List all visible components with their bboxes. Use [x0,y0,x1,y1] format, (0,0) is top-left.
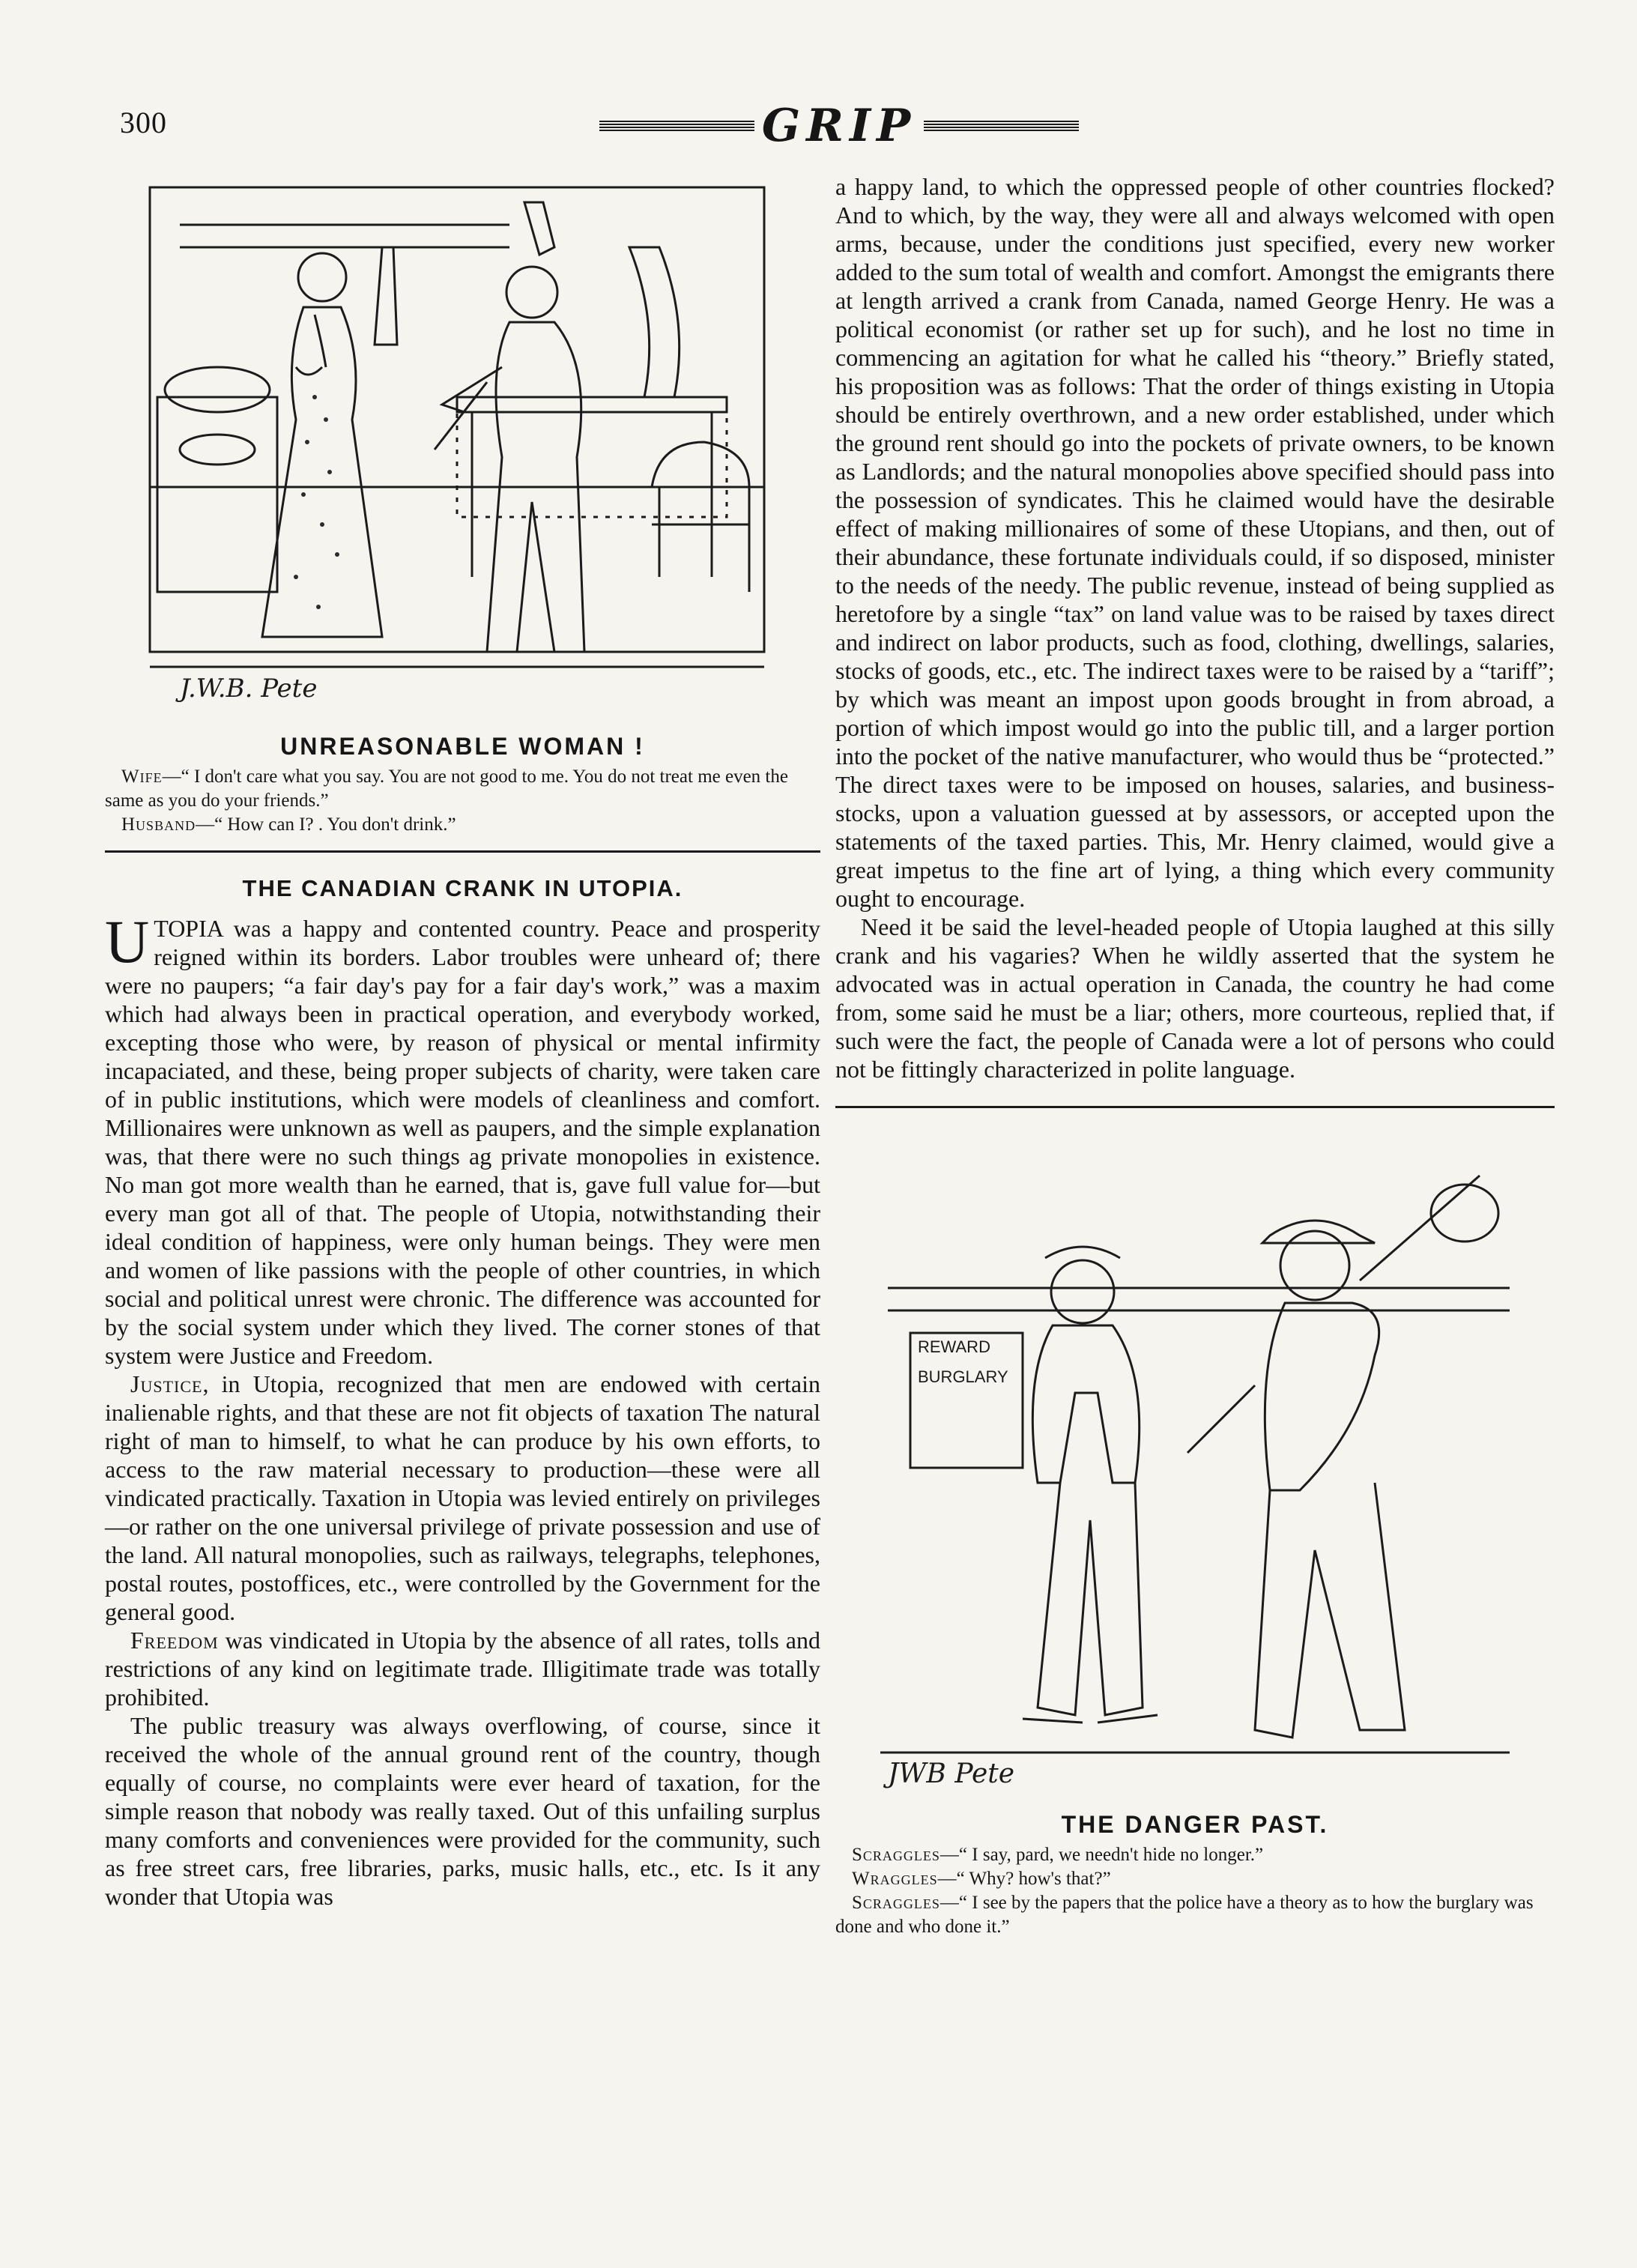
article-paragraph: UTOPIA was a happy and contented country. Peace and prosperity reigned within its borders. Labor troubles were unheard of; there were no paupers; “a fair day's pay for a fair day's work,” was a maxim which had always been in practical operation, and everybody worked, excepting those who were, by reason of physical or mental infirmity incapaciated, and these, being proper subjects of charity, were taken care of in public institutions, which were models of cleanliness and comfort. Millionaires were unknown as well as paupers, and the simple explanation was, that there were no such things ag private monopolies in existence. No man got more wealth than he earned, that is, gave full value for—but every man got all of that. The people of Utopia, notwithstanding their ideal condition of happiness, were only human beings. They were men and women of like passions with the people of other countries, in which social and political unrest were chronic. The difference was accounted for by the social system under which they lived. The corner stones of that system were Justice and Freedom. [105,907,820,1369]
article-body-left [105,907,820,1911]
masthead-title: GRIP [761,100,917,152]
dialogue-line [835,1867,1555,1891]
cartoon-unreasonable-woman [105,172,820,727]
cartoon-top-dialogue [105,765,820,837]
dialogue-line [835,1891,1555,1939]
left-column [105,172,820,1911]
masthead-rule-right [924,121,1079,131]
dialogue-line [835,1843,1555,1867]
cartoon-kitchen-illustration [135,172,787,727]
cartoon-bottom-dialogue [835,1843,1555,1939]
right-column [835,172,1555,1939]
cartoon-signature: JWB Pete [888,1759,1015,1789]
drop-cap: U [105,907,150,976]
masthead-rule-left [599,121,754,131]
cartoon-signature: J.W.B. Pete [180,674,318,704]
cartoon-tramps-illustration [835,1131,1555,1805]
speaker: Wife [121,766,163,787]
dialogue-text: —“ How can I? . You don't drink.” [196,814,456,835]
cartoon-top-title: UNREASONABLE WOMAN ! [280,733,645,760]
article-paragraph: The public treasury was always overflowing, of course, since it received the whole of the annual ground rent of the country, though equally of course, no complaints were ever heard of taxation, for the simple reason that nobody was really taxed. Out of this unfailing surplus many comforts and conveniences were provided for the community, such as free street cars, free libraries, parks, music halls, etc., etc. Is it any wonder that Utopia was [105,1712,820,1910]
page-number: 300 [120,106,167,139]
article-body-right [835,172,1555,1083]
dialogue-line [105,813,820,837]
article-paragraph: a happy land, to which the oppressed people of other countries flocked? And to which, by the way, they were all and always welcomed with open arms, because, under the conditions just specified, every new worker added to the sum total of wealth and comfort. Amongst the emigrants there at length arrived a crank from Canada, named George Henry. He was a political economist (or rather set up for such), and he lost no time in commencing an agitation for what he called his “theory.” Briefly stated, his proposition was as follows: That the order of things existing in Utopia should be entirely overthrown, and a new order established, under which the ground rent should go into the pockets of private owners, to be known as Landlords; and the natural monopolies above specified should pass into the possession of syndicates. This he claimed would have the desirable effect of making millionaires of some of these Utopians, and then, out of their abundance, these fortunate individuals could, if so disposed, minister to the needs of the needy. The public revenue, instead of being supplied as heretofore by a single “tax” on land value was to be raised by taxes direct and indirect on labor products, such as food, clothing, dwellings, salaries, stocks of goods, etc., etc. The indirect taxes were to be raised by a “tariff”; by which was meant an impost upon goods brought in from abroad, a portion of which impost would go into the public till, and a larger portion into the pocket of the native manufacturer, who would thus be “protected.” The direct taxes were to be imposed on houses, salaries, and business-stocks, upon a valuation guessed at by assessors, or accepted upon the statements of the taxed parties. This, Mr. Henry claimed, would give a great impetus to the fine art of lying, a thing which every community ought to encourage. [835,173,1555,912]
dialogue-text: —“ I don't care what you say. You are not good to me. You do not treat me even the same as you do your friends.” [105,766,788,811]
poster-reward: REWARD [918,1337,990,1356]
section-divider [835,1106,1555,1108]
speaker: Wraggles [852,1869,938,1889]
dialogue-text: —“ I see by the papers that the police have a theory as to how the burglary was done and who done it.” [835,1893,1534,1937]
speaker: Scraggles [852,1845,940,1865]
masthead [599,96,1079,156]
poster-burglary: BURGLARY [918,1367,1008,1386]
article-title: THE CANADIAN CRANK IN UTOPIA. [242,875,683,901]
speaker: Husband [121,814,196,835]
dialogue-text: —“ I say, pard, we needn't hide no longer.” [939,1845,1264,1865]
dialogue-line [105,765,820,813]
article-paragraph: Justice, in Utopia, recognized that men are endowed with certain inalienable rights, and that these are not fit objects of taxation The natural right of man to himself, to what he can produce by his own efforts, to access to the raw material necessary to production—these were all vindicated practically. Taxation in Utopia was levied entirely on privileges—or rather on the one universal privilege of private possession and use of the land. All natural monopolies, such as railways, telegraphs, telephones, postal routes, postoffices, etc., were controlled by the Government for the general good. [105,1370,820,1625]
article-paragraph: Need it be said the level-headed people of Utopia laughed at this silly crank and his vagaries? When he wildly asserted that the system he advocated was in actual operation in Canada, the country he had come from, some said he must be a liar; others, more courteous, replied that, if such were the fact, the people of Canada were a lot of persons who could not be fittingly characterized in polite language. [835,913,1555,1083]
cartoon-bottom-title: THE DANGER PAST. [1061,1811,1329,1838]
section-divider [105,850,820,853]
article-paragraph: Freedom was vindicated in Utopia by the absence of all rates, tolls and restrictions of any kind on legitimate trade. Illigitimate trade was totally prohibited. [105,1627,820,1711]
dialogue-text: —“ Why? how's that?” [937,1869,1111,1889]
cartoon-danger-past [835,1131,1555,1805]
speaker: Scraggles [852,1893,940,1913]
